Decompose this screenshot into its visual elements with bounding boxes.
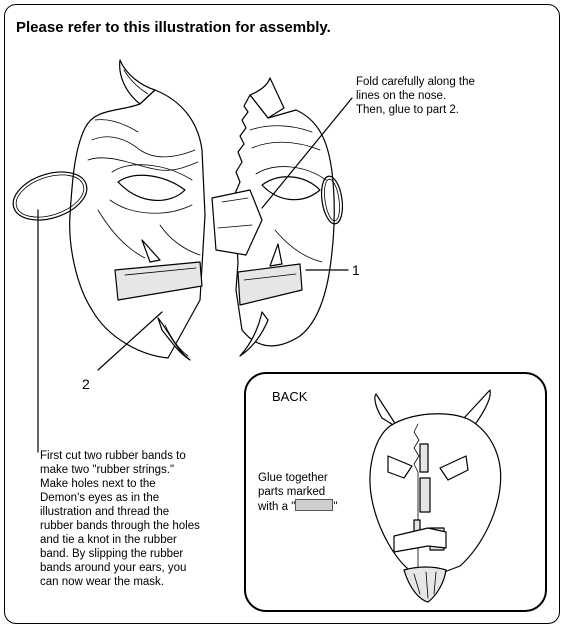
fold-instruction-line: Then, glue to part 2. xyxy=(356,104,459,116)
rubber-band-instruction-line: First cut two rubber bands to xyxy=(40,450,186,462)
rubber-band-instruction-line: illustration and thread the xyxy=(40,506,170,518)
glue-instruction-line xyxy=(258,499,337,514)
glue-instruction-prefix: with a " xyxy=(258,501,296,513)
glue-instruction-line: Glue together xyxy=(258,472,328,484)
rubber-band-instruction-line: band. By slipping the rubber xyxy=(40,548,184,560)
rubber-band-instruction-line: Make holes next to the xyxy=(40,478,156,490)
glue-instruction xyxy=(258,471,337,514)
mask-left-half-part-2 xyxy=(7,60,205,360)
part-2-label: 2 xyxy=(82,376,90,392)
rubber-band-instruction-line: bands around your ears, you xyxy=(40,562,187,574)
back-view-label: BACK xyxy=(272,389,308,404)
fold-instruction xyxy=(356,75,475,117)
left-head-outline xyxy=(70,90,205,358)
mask-right-half-part-1 xyxy=(212,78,345,356)
glue-mark-swatch xyxy=(295,499,333,511)
rubber-band-instruction-line: can now wear the mask. xyxy=(40,576,165,588)
glue-instruction-suffix: " xyxy=(333,501,338,513)
rubber-band-instruction-line: Demon's eyes as in the xyxy=(40,492,160,504)
fold-instruction-line: Fold carefully along the xyxy=(356,76,475,88)
page-title: Please refer to this illustration for assembly. xyxy=(16,19,331,36)
rubber-band-instruction-line: make two "rubber strings." xyxy=(40,464,175,476)
glue-instruction-line: parts marked xyxy=(258,486,326,498)
rubber-band-instruction-line: and tie a knot in the rubber xyxy=(40,534,177,546)
part-1-label: 1 xyxy=(352,262,360,278)
rubber-band-instruction-line: rubber bands through the holes xyxy=(40,520,200,532)
fold-instruction-line: lines on the nose. xyxy=(356,90,447,102)
rubber-band-instruction xyxy=(40,449,200,589)
